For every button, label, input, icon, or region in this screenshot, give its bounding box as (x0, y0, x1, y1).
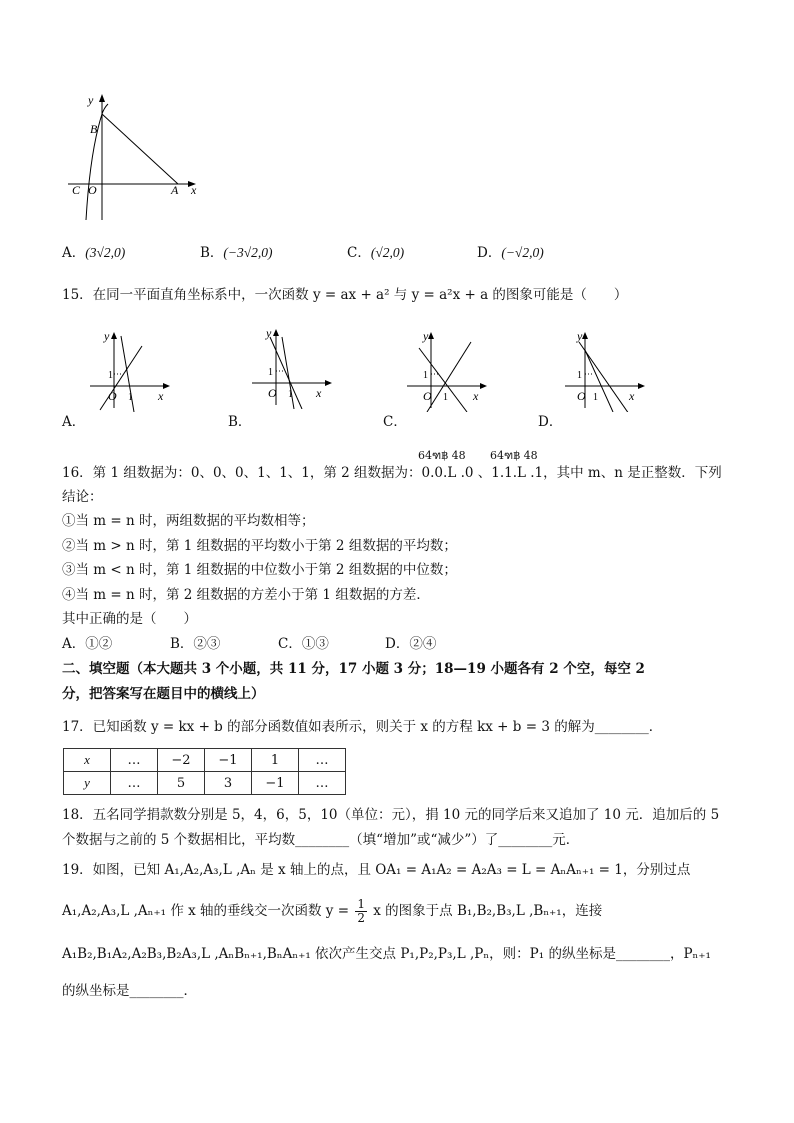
q14-c-label: C (72, 183, 81, 197)
q16-garble-1: 64ฑ฿ 48 (418, 449, 466, 462)
q15-graph-a (88, 328, 178, 412)
q14-a-label: A (171, 183, 179, 197)
q15-option-b: B． (228, 414, 252, 430)
q16-stem-line2: 结论： (62, 489, 103, 505)
svg-text:1: 1 (593, 392, 598, 403)
q15-stem: 15．在同一平面直角坐标系中，一次函数 y = ax + a² 与 y = a²x + a 的图象可能是（ ） (62, 287, 628, 303)
q14-option-b: B．(−3√2,0) (200, 245, 273, 261)
svg-text:y: y (104, 329, 110, 343)
table-cell: −1 (252, 772, 299, 795)
q16-option-b: B．②③ (170, 636, 221, 652)
section2-header-line2: 分，把答案写在题目中的横线上） (62, 686, 265, 702)
q14-x-label: x (191, 183, 197, 197)
q19-line3: A₁B₂,B₁A₂,A₂B₃,B₂A₃,L ,AₙBₙ₊₁,BₙAₙ₊₁ 依次产生交点 P₁,P₂,P₃,L ,Pₙ，则：P₁ 的纵坐标是________，Pₙ₊₁ (62, 946, 711, 962)
q14-o-label: O (88, 183, 97, 197)
q16-option-c: C．①③ (278, 636, 329, 652)
q17-stem: 17．已知函数 y = kx + b 的部分函数值如表所示，则关于 x 的方程 kx + b = 3 的解为________． (62, 719, 663, 735)
table-cell: −1 (205, 749, 252, 772)
q14-option-d: D．(−√2,0) (477, 245, 544, 261)
svg-text:1: 1 (443, 392, 448, 403)
q16-option-d: D．②④ (385, 636, 437, 652)
q15-option-a: A． (62, 414, 86, 430)
q16-option-a: A．①② (62, 636, 113, 652)
q14-graph (60, 92, 210, 227)
section2-header-line1: 二、填空题（本大题共 3 个小题，共 11 分，17 小题 3 分；18—19 小题各有 2 个空，每空 2 (62, 661, 645, 677)
q14-y-label: y (88, 93, 94, 107)
q15-option-d: D． (538, 414, 563, 430)
svg-text:O: O (108, 389, 117, 403)
svg-text:1: 1 (288, 389, 293, 400)
q15-graph-b (250, 325, 340, 409)
q19-line4: 的纵坐标是________． (62, 983, 197, 999)
table-cell: 1 (252, 749, 299, 772)
q14-b-label: B (90, 122, 98, 136)
q15-graph-c (405, 328, 495, 412)
svg-text:O: O (268, 386, 277, 400)
q16-statement-3: ③当 m < n 时，第 1 组数据的中位数小于第 2 组数据的中位数； (62, 562, 457, 578)
svg-text:y: y (266, 326, 272, 340)
svg-text:1: 1 (128, 392, 133, 403)
svg-text:x: x (158, 389, 164, 403)
q19-line2: A₁,A₂,A₃,L ,Aₙ₊₁ 作 x 轴的垂线交一次函数 y = $\frac{1}{2}$ x 的图象于点 B₁,B₂,B₃,L ,Bₙ₊₁，连接 (62, 897, 603, 925)
table-cell: y (64, 772, 111, 795)
table-cell: −2 (158, 749, 205, 772)
q15-option-c: C． (383, 414, 407, 430)
svg-text:O: O (423, 389, 432, 403)
q19-fraction: $\frac{1}{2}$ (357, 897, 365, 925)
svg-text:O: O (577, 389, 586, 403)
svg-text:1: 1 (423, 370, 428, 381)
svg-text:1: 1 (577, 370, 582, 381)
table-cell: 3 (205, 772, 252, 795)
q17-table-row-y (64, 772, 346, 795)
q18-line2: 个数据与之前的 5 个数据相比，平均数________（填“增加”或“减少”）了________元． (62, 832, 580, 848)
q16-statement-4: ④当 m = n 时，第 2 组数据的方差小于第 1 组数据的方差． (62, 587, 430, 603)
table-cell: … (299, 772, 346, 795)
q16-statement-2: ②当 m > n 时，第 1 组数据的平均数小于第 2 组数据的平均数； (62, 538, 457, 554)
table-cell: … (111, 772, 158, 795)
svg-text:y: y (423, 329, 429, 343)
q16-stem-line1: 16．第 1 组数据为：0、0、0、1、1、1，第 2 组数据为：0.0.L .0 、1.1.L .1，其中 m、n 是正整数．下列 (62, 465, 722, 481)
q17-table (63, 748, 346, 795)
q16-statement-1: ①当 m = n 时，两组数据的平均数相等； (62, 513, 315, 529)
svg-text:x: x (629, 389, 635, 403)
svg-text:x: x (473, 389, 479, 403)
q14-option-c: C．(√2,0) (347, 245, 405, 261)
table-cell: … (299, 749, 346, 772)
q15-graph-d (563, 328, 653, 412)
q14-option-a: A．(3√2,0) (62, 245, 126, 261)
q17-table-row-x (64, 749, 346, 772)
svg-text:x: x (316, 386, 322, 400)
table-cell: 5 (158, 772, 205, 795)
svg-text:1: 1 (268, 367, 273, 378)
q19-line1: 19．如图，已知 A₁,A₂,A₃,L ,Aₙ 是 x 轴上的点，且 OA₁ = A₁A₂ = A₂A₃ = L = AₙAₙ₊₁ = 1，分别过点 (62, 862, 691, 878)
table-cell: … (111, 749, 158, 772)
q16-question: 其中正确的是（ ） (62, 611, 197, 627)
q18-line1: 18．五名同学捐款数分别是 5，4，6，5，10（单位：元），捐 10 元的同学后来又追加了 10 元．追加后的 5 (62, 807, 720, 823)
svg-text:y: y (577, 329, 583, 343)
q16-garble-2: 64ฑ฿ 48 (490, 449, 538, 462)
table-cell: x (64, 749, 111, 772)
svg-text:1: 1 (108, 370, 113, 381)
